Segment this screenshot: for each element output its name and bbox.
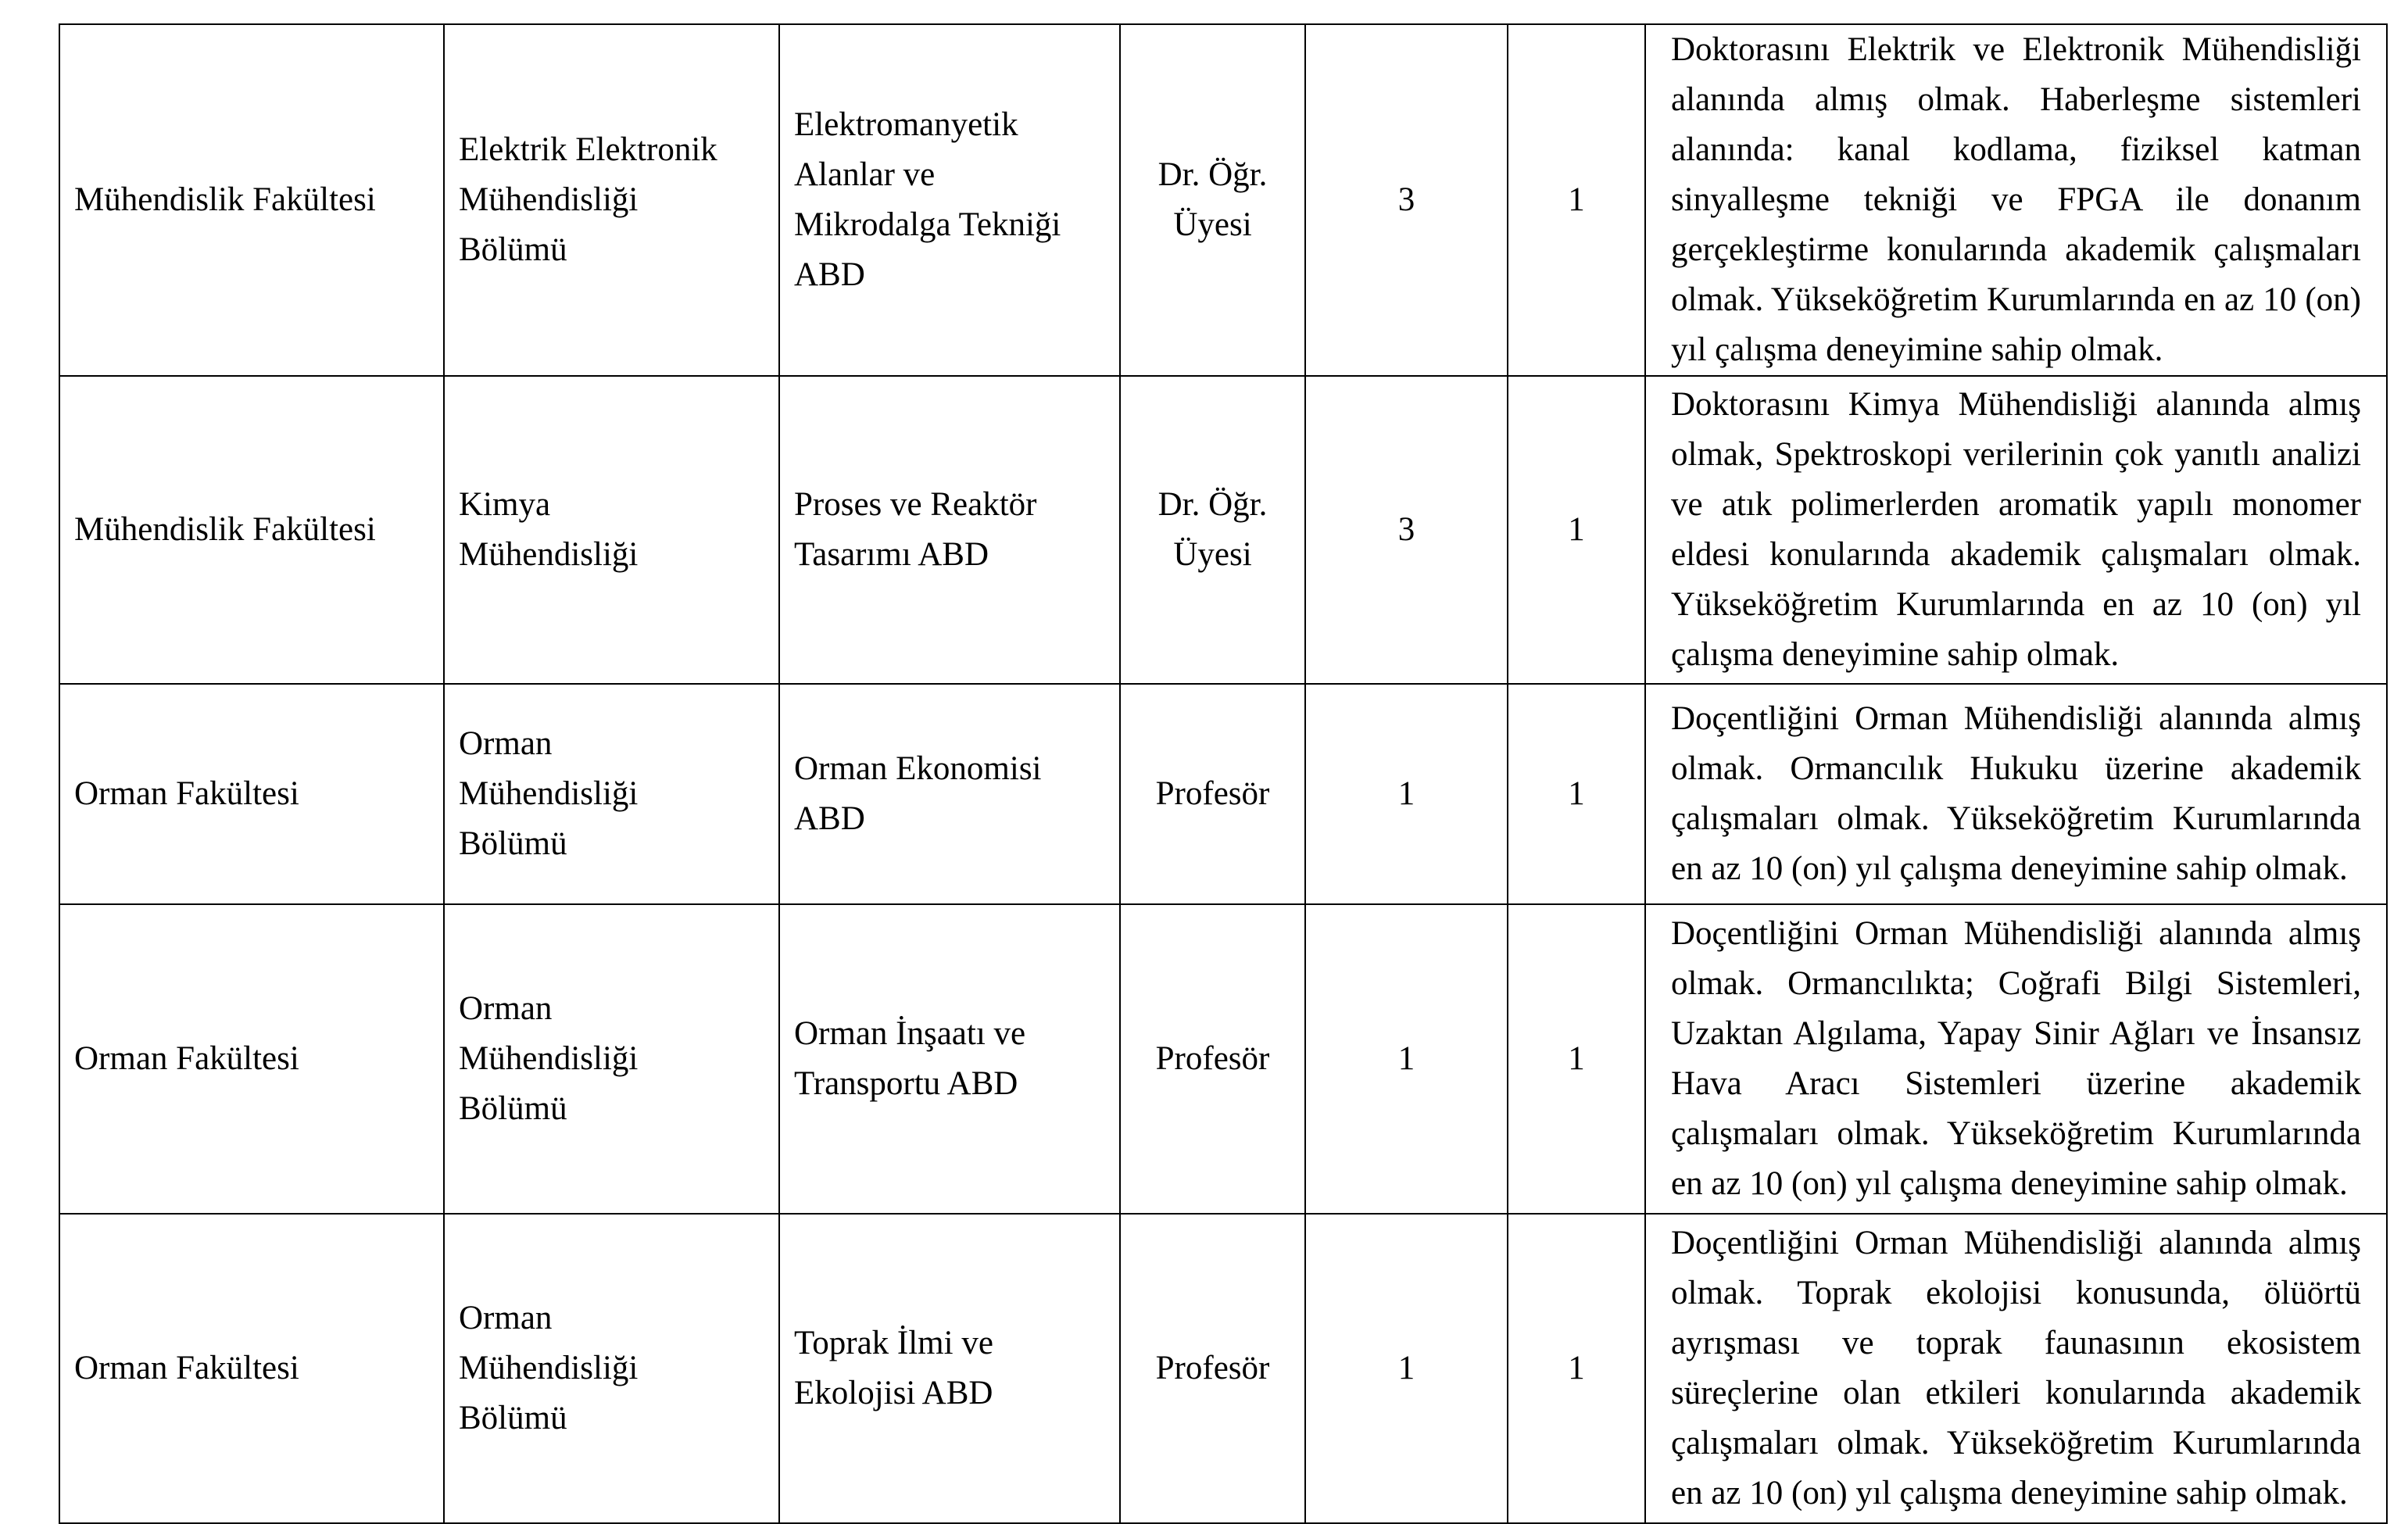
department-cell [444, 24, 779, 376]
table-row [59, 904, 2387, 1214]
title-cell [1120, 24, 1305, 376]
department-line: Mühendisliği [459, 181, 639, 218]
faculty-cell: Mühendislik Fakültesi [59, 376, 444, 684]
title-cell [1120, 684, 1305, 904]
faculty-cell: Orman Fakültesi [59, 904, 444, 1214]
division-line: Orman İnşaatı ve [794, 1015, 1026, 1052]
division-line: Alanlar ve [794, 156, 936, 193]
division-line: Orman Ekonomisi [794, 750, 1042, 787]
division-line: Ekolojisi ABD [794, 1375, 993, 1411]
title-line: Üyesi [1173, 536, 1252, 573]
count-cell: 1 [1508, 904, 1645, 1214]
department-line: Mühendisliği [459, 536, 639, 573]
degree-cell: 3 [1305, 376, 1508, 684]
requirement-text: Doçentliğini Orman Mühendisliği alanında almış olmak. Ormancılıkta; Coğrafi Bilgi Sistemleri, Uzaktan Algılama, Yapay Sinir Ağları ve İnsansız Hava Aracı Sistemleri üzerine akademik çalışmaları olmak. Yükseköğretim Kurumlarında en az 10 (on) yıl çalışma deneyimine sahip olmak. [1671, 915, 2361, 1202]
department-line: Mühendisliği [459, 1350, 639, 1386]
requirement-cell [1645, 1214, 2387, 1523]
department-cell [444, 376, 779, 684]
degree-cell: 3 [1305, 24, 1508, 376]
count-cell: 1 [1508, 684, 1645, 904]
department-line: Bölümü [459, 1400, 567, 1436]
count-cell: 1 [1508, 1214, 1645, 1523]
table-row [59, 684, 2387, 904]
requirement-cell [1645, 904, 2387, 1214]
department-cell [444, 904, 779, 1214]
department-line: Orman [459, 1300, 553, 1336]
requirement-cell [1645, 24, 2387, 376]
division-line: ABD [794, 256, 865, 293]
title-line: Dr. Öğr. [1157, 156, 1268, 193]
degree-cell: 1 [1305, 904, 1508, 1214]
title-cell [1120, 904, 1305, 1214]
division-line: Tasarımı ABD [794, 536, 989, 573]
department-cell [444, 684, 779, 904]
division-cell [779, 376, 1120, 684]
title-cell [1120, 1214, 1305, 1523]
department-line: Bölümü [459, 825, 567, 862]
title-line: Profesör [1155, 1350, 1270, 1386]
division-line: Elektromanyetik [794, 106, 1018, 143]
requirement-text: Doçentliğini Orman Mühendisliği alanında almış olmak. Ormancılık Hukuku üzerine akademik çalışmaları olmak. Yükseköğretim Kurumlarında en az 10 (on) yıl çalışma deneyimine sahip olmak. [1671, 700, 2361, 887]
degree-cell: 1 [1305, 684, 1508, 904]
academic-positions-table [59, 23, 2388, 1524]
count-cell: 1 [1508, 376, 1645, 684]
department-line: Bölümü [459, 231, 567, 268]
count-cell: 1 [1508, 24, 1645, 376]
department-line: Orman [459, 725, 553, 762]
requirement-text: Doçentliğini Orman Mühendisliği alanında almış olmak. Toprak ekolojisi konusunda, ölüörtü ayrışması ve toprak faunasının ekosistem süreçlerine olan etkileri konularında akademik çalışmaları olmak. Yükseköğretim Kurumlarında en az 10 (on) yıl çalışma deneyimine sahip olmak. [1671, 1225, 2361, 1511]
table-row [59, 376, 2387, 684]
faculty-cell: Orman Fakültesi [59, 1214, 444, 1523]
department-line: Elektrik Elektronik [459, 131, 717, 168]
table-row [59, 1214, 2387, 1523]
division-line: Transportu ABD [794, 1065, 1018, 1102]
division-cell [779, 1214, 1120, 1523]
department-line: Orman [459, 990, 553, 1027]
faculty-cell: Mühendislik Fakültesi [59, 24, 444, 376]
division-line: Mikrodalga Tekniği [794, 206, 1061, 243]
title-line: Profesör [1155, 1040, 1270, 1077]
division-line: ABD [794, 800, 865, 837]
division-line: Toprak İlmi ve [794, 1325, 993, 1361]
requirement-text: Doktorasını Elektrik ve Elektronik Mühendisliği alanında almış olmak. Haberleşme sistemleri alanında: kanal kodlama, fiziksel katman sinyalleşme tekniği ve FPGA ile donanım gerçekleştirme konularında akademik çalışmaları olmak. Yükseköğretim Kurumlarında en az 10 (on) yıl çalışma deneyimine sahip olmak. [1671, 31, 2361, 368]
division-line: Proses ve Reaktör [794, 486, 1037, 523]
division-cell [779, 904, 1120, 1214]
requirement-text: Doktorasını Kimya Mühendisliği alanında almış olmak, Spektroskopi verilerinin çok yanıtlı analizi ve atık polimerlerden aromatik yapılı monomer eldesi konularında akademik çalışmaları olmak. Yükseköğretim Kurumlarında en az 10 (on) yıl çalışma deneyimine sahip olmak. [1671, 386, 2361, 673]
requirement-cell [1645, 376, 2387, 684]
department-line: Bölümü [459, 1090, 567, 1127]
faculty-cell: Orman Fakültesi [59, 684, 444, 904]
title-cell [1120, 376, 1305, 684]
department-cell [444, 1214, 779, 1523]
department-line: Mühendisliği [459, 775, 639, 812]
requirement-cell [1645, 684, 2387, 904]
title-line: Dr. Öğr. [1157, 486, 1268, 523]
division-cell [779, 24, 1120, 376]
department-line: Mühendisliği [459, 1040, 639, 1077]
title-line: Profesör [1155, 775, 1270, 812]
degree-cell: 1 [1305, 1214, 1508, 1523]
document-page [59, 23, 2386, 1524]
department-line: Kimya [459, 486, 551, 523]
division-cell [779, 684, 1120, 904]
title-line: Üyesi [1173, 206, 1252, 243]
table-row [59, 24, 2387, 376]
